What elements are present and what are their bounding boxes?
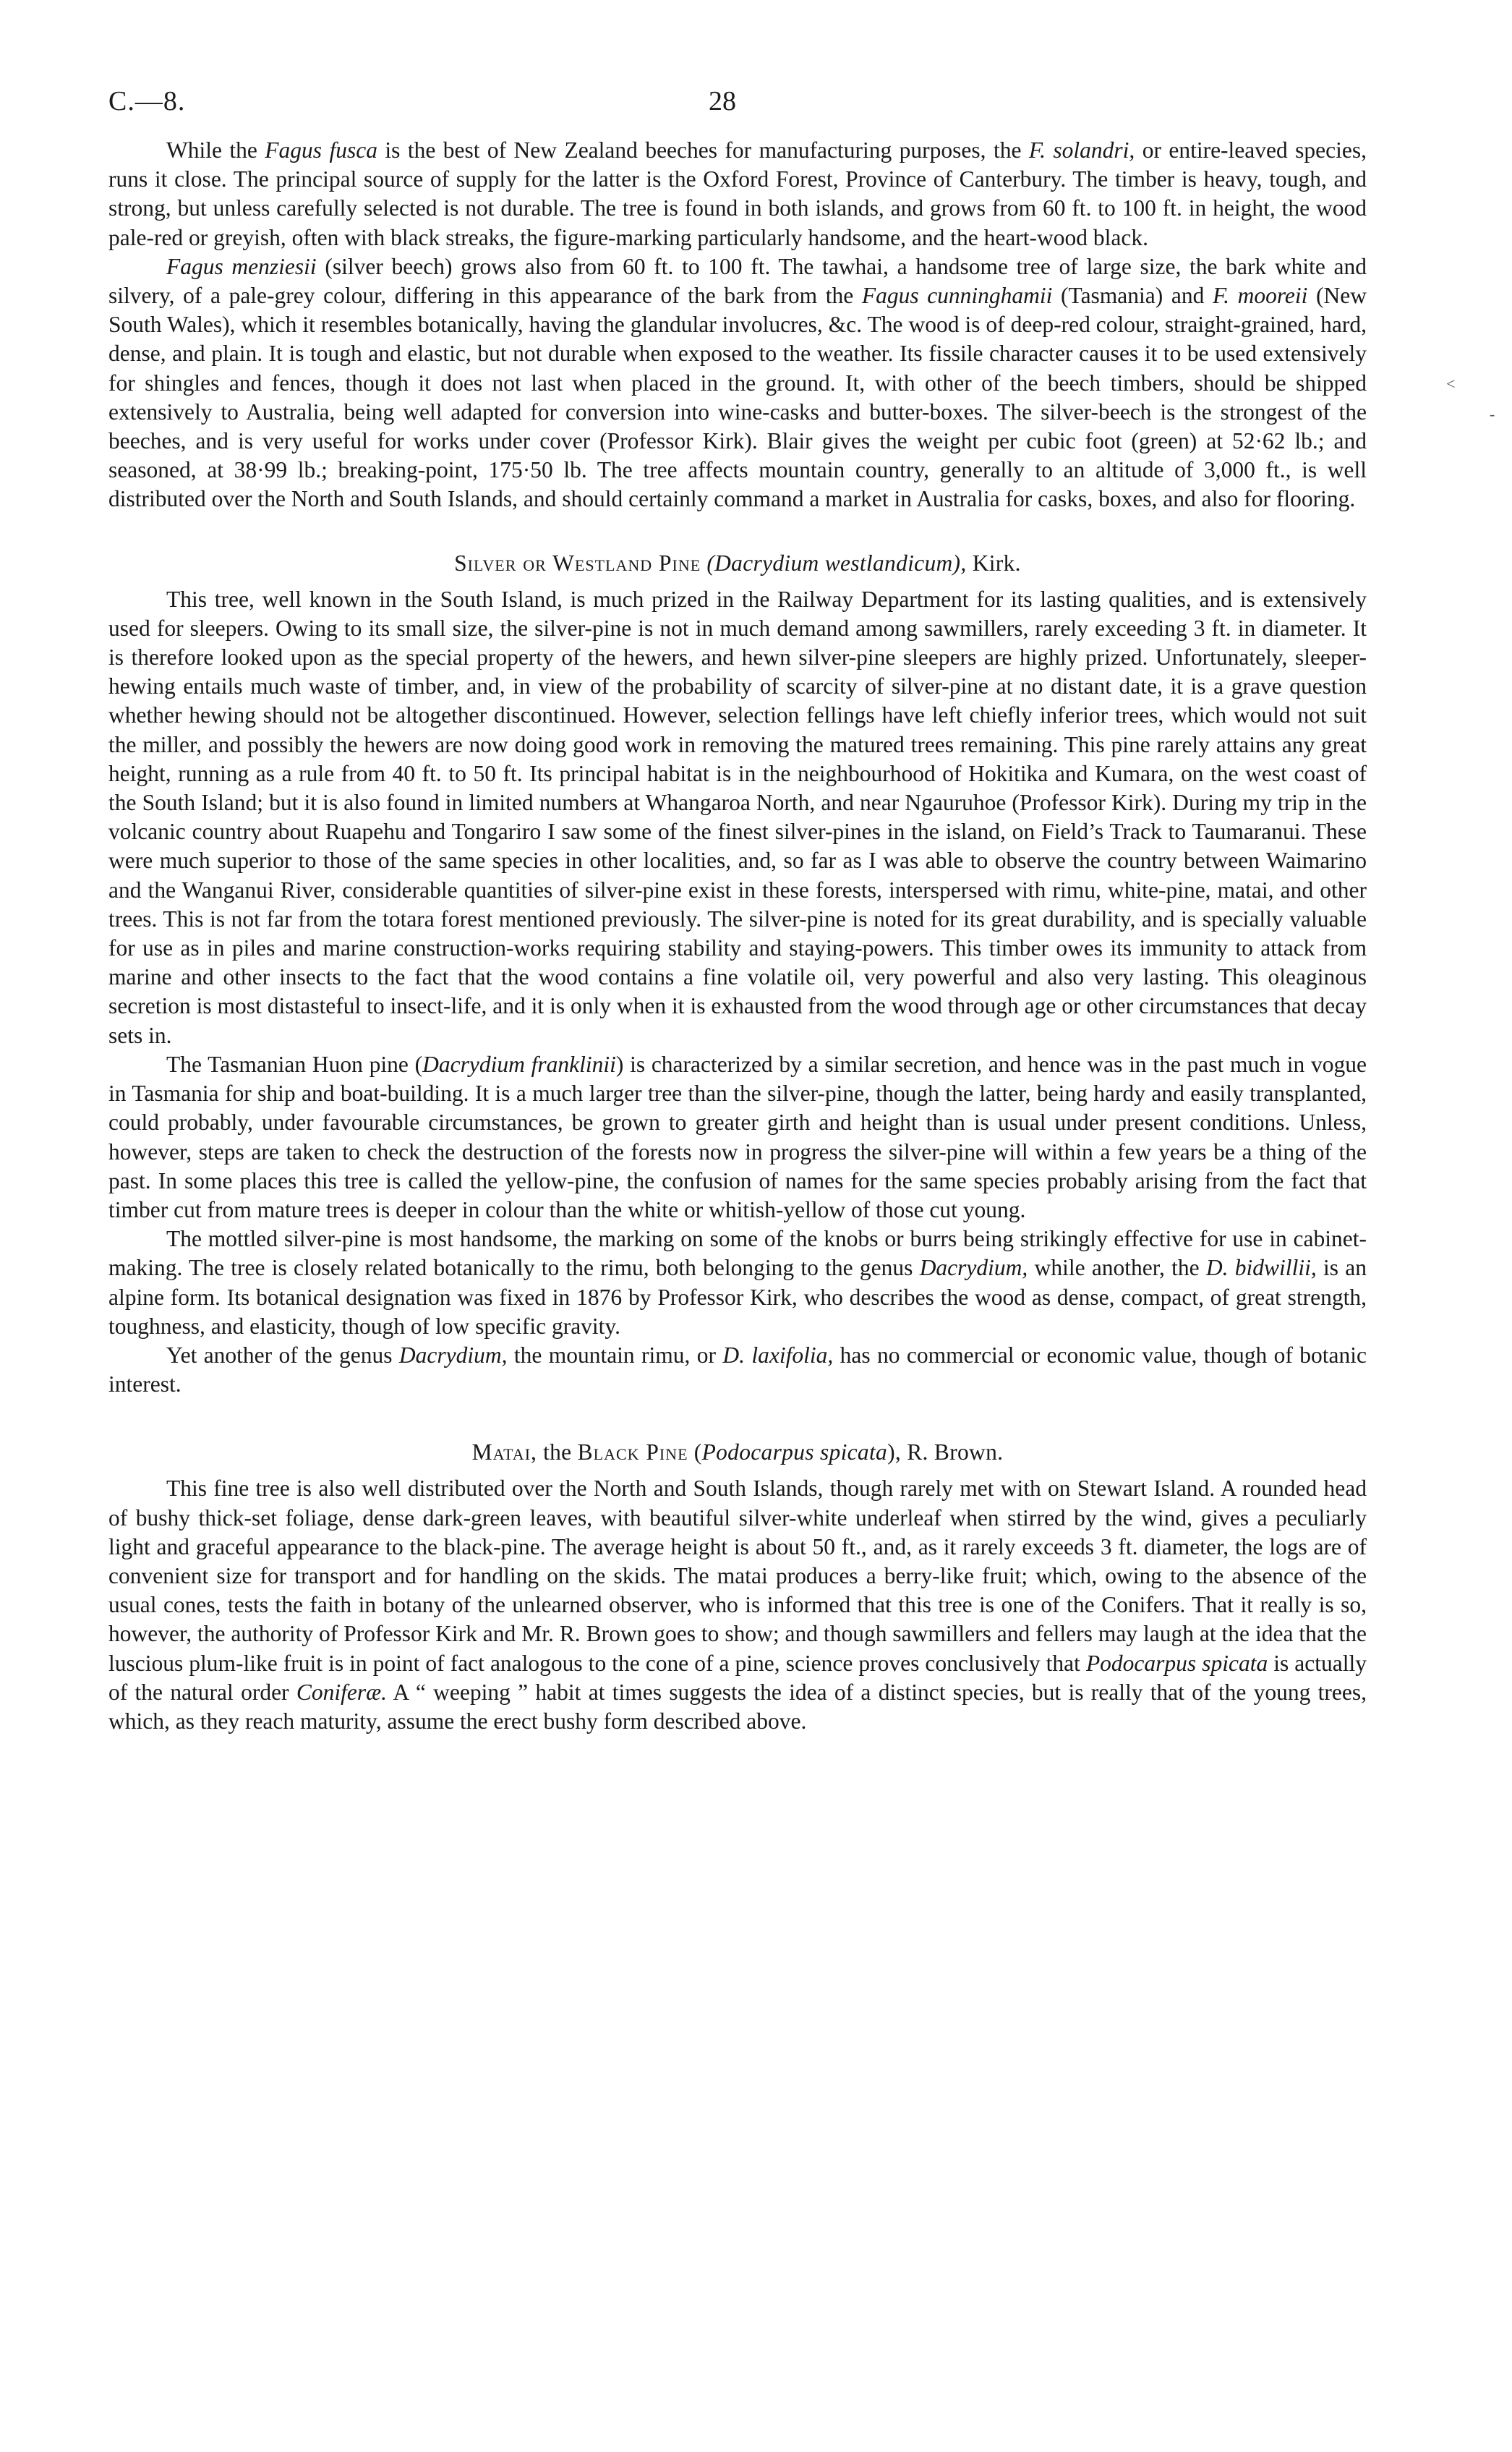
text-run: The mottled silver-pine is most handsome, the marking on some of the knobs or burrs being strikingly effective for use in cabinet-making. The tree is closely related botanically to the rimu, both belonging to the genus — [108, 1226, 1367, 1281]
paragraph-mountain-rimu — [108, 1341, 1367, 1399]
italic-text: F. solandri, — [1028, 137, 1135, 163]
text-run: the mountain rimu, or — [507, 1342, 723, 1368]
section-heading-silver-pine — [108, 549, 1367, 578]
paragraph-mottled-silver-pine — [108, 1225, 1367, 1341]
text-run: is actually of the natural order — [108, 1650, 1367, 1705]
italic-text: Coniferæ. — [296, 1679, 387, 1705]
paragraph-fagus-menziesii — [108, 252, 1367, 514]
page-number: 28 — [709, 86, 736, 116]
text-run: ) is characterized by a similar secretion, and hence was in the past much in vogue in Tasmania for ship and boat-building. It is a much larger tree than the silver-pine, though the latter, being hardy and easily transplanted, could probably, under favourable circumstances, be grown to greater girth and height than is usual under present conditions. Unless, however, steps are taken to check the destruction of the forests now in progress the silver-pine will within a few years be a thing of the past. In some places this tree is called the yellow-pine, the confusion of names for the same species probably arising from the fact that timber cut from mature trees is deeper in colour than the white or whitish-yellow of those cut young. — [108, 1051, 1367, 1222]
text-run: ), R. Brown. — [887, 1439, 1004, 1465]
text-run: While the — [166, 137, 265, 163]
italic-text: Fagus menziesii — [166, 253, 317, 279]
margin-mark: - — [1490, 405, 1495, 423]
text-run: (silver beech) grows also from 60 ft. to 100 ft. The tawhai, a handsome tree of large size, the bark white and silvery, of a pale-grey colour, differing in this appearance of the bark from the — [108, 253, 1367, 309]
small-caps-text: Matai, — [471, 1439, 537, 1465]
italic-text: Dacrydium, — [919, 1255, 1028, 1281]
text-run: A “ weeping ” habit at times suggests the idea of a distinct species, but is really that of the young trees, which, as they reach maturity, assume the erect bushy form described above. — [108, 1679, 1367, 1734]
text-run: (Tasmania) and — [1052, 283, 1213, 309]
text-run: This tree, well known in the South Island, is much prized in the Railway Department for its lasting qualities, and is extensively used for sleepers. Owing to its small size, the silver-pine is not in much demand among sawmillers, rarely exceeding 3 ft. in diameter. It is therefore looked upon as the special property of the hewers, and hewn silver-pine sleepers are highly prized. Unfortunately, sleeper-hewing entails much waste of timber, and, in view of the probability of scarcity of silver-pine at no distant date, it is a grave question whether hewing should not be altogether discontinued. However, selection fellings have left chiefly inferior trees, which would not suit the miller, and possibly the hewers are now doing good work in removing the matured trees remaining. This pine rarely attains any great height, running as a rule from 40 ft. to 50 ft. Its principal habitat is in the neighbourhood of Hokitika and Kumara, on the west coast of the South Island; but it is also found in limited numbers at Whangaroa North, and near Ngauruhoe (Professor Kirk). During my trip in the volcanic country about Ruapehu and Tongariro I saw some of the finest silver-pines in the island, on Field’s Track to Taumaranui. These were much superior to those of the same species in other localities, and, so far as I was able to observe the country between Waimarino and the Wanganui River, considerable quantities of silver-pine exist in these forests, interspersed with rimu, white-pine, matai, and other trees. This is not far from the totara forest mentioned previously. The silver-pine is noted for its great durability, and is specially valuable for use as in piles and marine construction-works requiring stability and staying-powers. This timber owes its immunity to attack from marine and other insects to the fact that the wood contains a fine volatile oil, very powerful and also very lasting. This oleaginous secretion is most distasteful to insect-life, and it is only when it is exhausted from the wood through age or other circumstances that decay sets in. — [108, 586, 1367, 1048]
text-run: is the best of New Zealand beeches for manufacturing purposes, the — [377, 137, 1029, 163]
small-caps-text: Black Pine — [577, 1439, 688, 1465]
section-heading-matai — [108, 1438, 1367, 1467]
text-run: This fine tree is also well distributed over the North and South Islands, though rarely met with on Stewart Island. A rounded head of bushy thick-set foliage, dense dark-green leaves, with beautiful silver-white underleaf when stirred by the wind, gives a peculiarly light and graceful appearance to the black-pine. The average height is about 50 ft., and, as it rarely exceeds 3 ft. diameter, the logs are of convenient size for transport and for handling on the skids. The matai produces a berry-like fruit; which, owing to the absence of the usual cones, tests the faith in botany of the unlearned observer, who is informed that this tree is one of the Conifers. That it really is so, however, the authority of Professor Kirk and Mr. R. Brown goes to show; and though sawmillers and fellers may laugh at the idea that the luscious plum-like fruit is in point of fact analogous to the cone of a pine, science proves conclusively that — [108, 1476, 1367, 1676]
italic-text: D. bidwillii, — [1205, 1255, 1317, 1281]
paragraph-huon-pine — [108, 1050, 1367, 1225]
text-run: or entire-leaved species, runs it close. The principal source of supply for the latter is the Oxford Forest, Province of Canterbury. The timber is heavy, tough, and strong, but unless carefully selected is not durable. The tree is found in both islands, and grows from 60 ft. to 100 ft. in height, the wood pale-red or greyish, often with black streaks, the figure-marking particularly handsome, and the heart-wood black. — [108, 137, 1367, 250]
italic-text: Podocarpus spicata — [1085, 1650, 1268, 1676]
margin-mark: < — [1446, 375, 1456, 393]
italic-text: Fagus cunninghamii — [861, 283, 1053, 309]
text-run: Kirk. — [966, 550, 1021, 576]
italic-text: D. laxifolia, — [722, 1342, 834, 1368]
italic-text: (Dacrydium westlandicum), — [706, 550, 967, 576]
page-header — [108, 85, 1367, 136]
small-caps-text: Silver or Westland Pine — [454, 550, 701, 576]
document-page — [108, 85, 1367, 1736]
paragraph-silver-pine — [108, 585, 1367, 1050]
italic-text: F. mooreii — [1212, 283, 1308, 309]
paragraph-fagus-solandri — [108, 136, 1367, 252]
italic-text: Dacrydium franklinii — [422, 1051, 616, 1077]
text-run: ( — [688, 1439, 702, 1465]
text-run: The Tasmanian Huon pine ( — [166, 1051, 423, 1077]
italic-text: Dacrydium, — [398, 1342, 508, 1368]
text-run: has no commercial or economic value, though of botanic interest. — [108, 1342, 1367, 1397]
italic-text: Podocarpus spicata — [701, 1439, 888, 1465]
text-run: while another, the — [1028, 1255, 1206, 1281]
text-run: Yet another of the genus — [166, 1342, 399, 1368]
text-run: is an alpine form. Its botanical designation was fixed in 1876 by Professor Kirk, who describes the wood as dense, compact, of great strength, toughness, and elasticity, though of low specific gravity. — [108, 1255, 1367, 1339]
paragraph-matai — [108, 1474, 1367, 1736]
text-run: the — [537, 1439, 578, 1465]
italic-text: Fagus fusca — [265, 137, 377, 163]
text-run: (New South Wales), which it resembles botanically, having the glandular involucres, &c. The wood is of deep-red colour, straight-grained, hard, dense, and plain. It is tough and elastic, but not durable when exposed to the weather. Its fissile character causes it to be used extensively for shingles and fences, though it does not last when placed in the ground. It, with other of the beech timbers, should be shipped extensively to Australia, being well adapted for conversion into wine-casks and butter-boxes. The silver-beech is the strongest of the beeches, and is very useful for works under cover (Professor Kirk). Blair gives the weight per cubic foot (green) at 52·62 lb.; and seasoned, at 38·99 lb.; breaking-point, 175·50 lb. The tree affects mountain country, generally to an altitude of 3,000 ft., is well distributed over the North and South Islands, and should certainly command a market in Australia for casks, boxes, and also for flooring. — [108, 283, 1367, 512]
document-code: C.—8. — [108, 86, 186, 116]
